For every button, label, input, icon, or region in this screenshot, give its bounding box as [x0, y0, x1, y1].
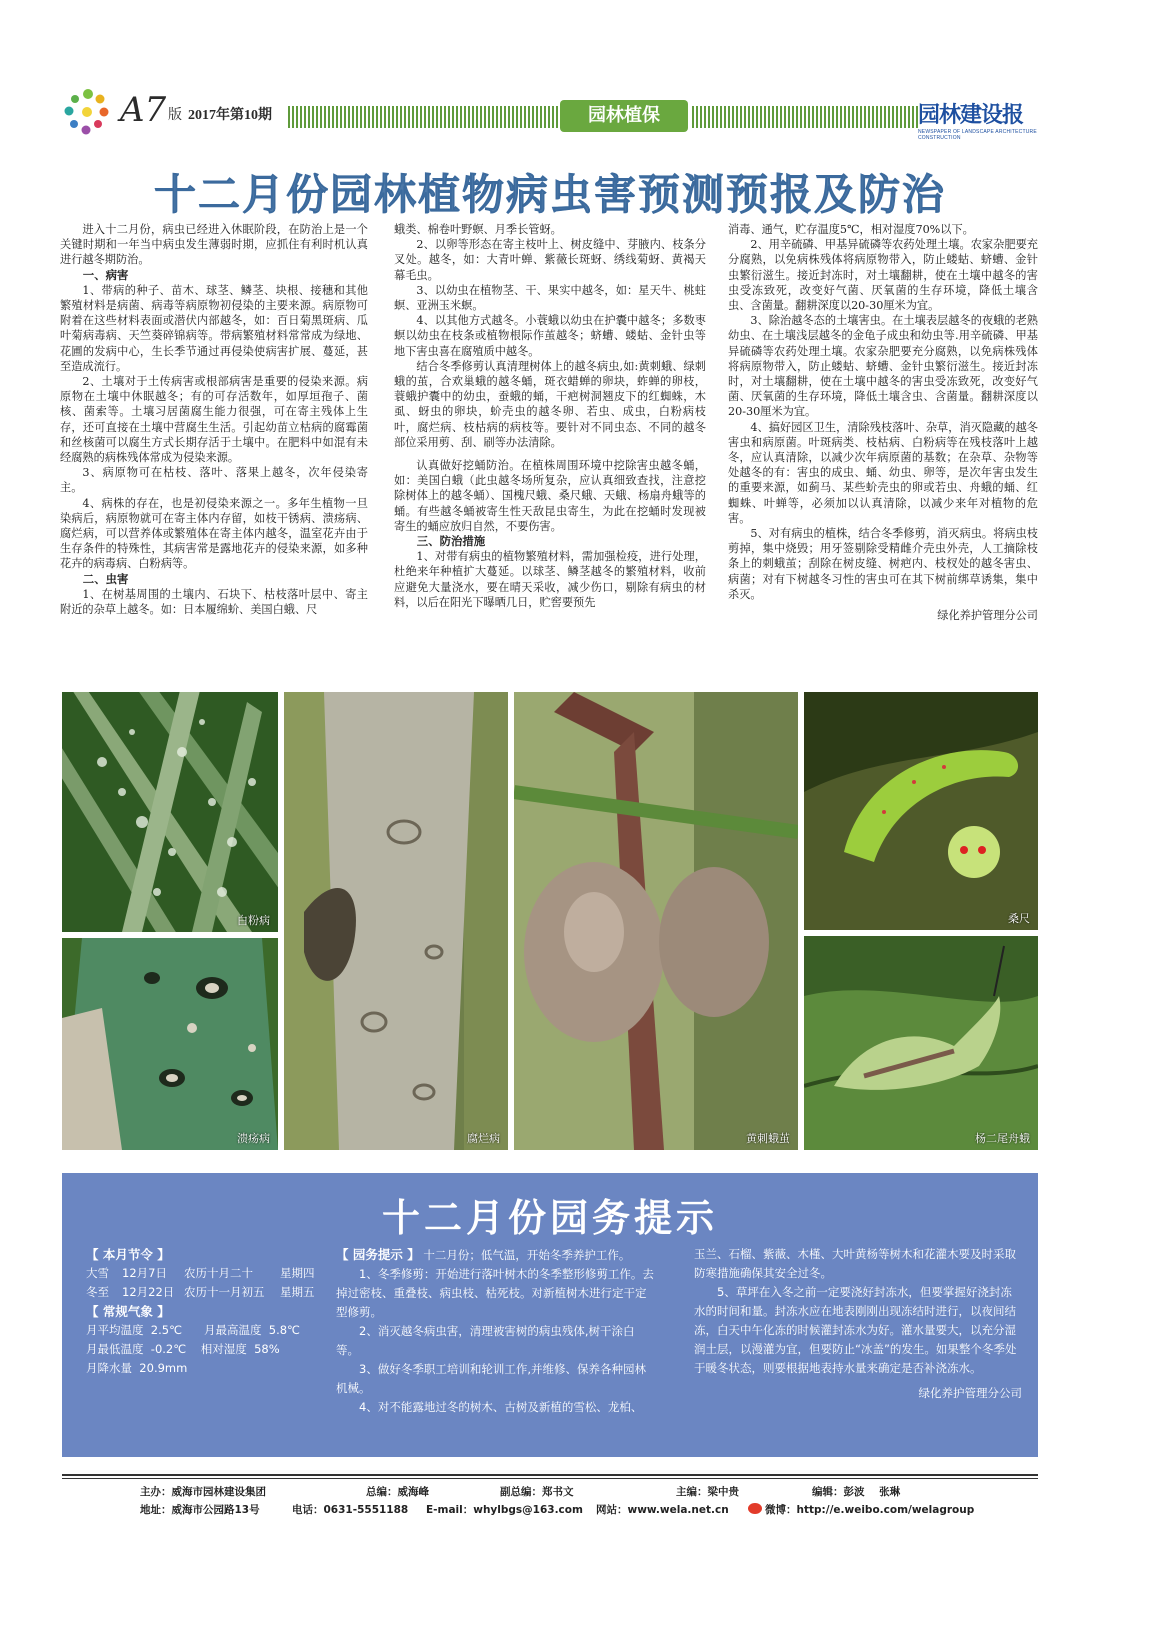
article-paragraph: 4、以其他方式越冬。小蓑蛾以幼虫在护囊中越冬；多数枣螟以幼虫在枝条或植物根际作茧越冬；蛴螬、蝼蛄、金针虫等地下害虫喜在腐殖质中越冬。: [394, 314, 706, 358]
tips-column-1: [86, 1245, 326, 1378]
article-headline: 十二月份园林植物病虫害预测预报及防治: [153, 170, 946, 219]
article-paragraph: 5、对有病虫的植株，结合冬季修剪，消灭病虫。将病虫枝剪掉，集中烧毁；用牙签剔除受精雌介壳虫外壳，人工摘除枝条上的刺蛾茧；刮除在树皮缝、树疤内、枝杈处的越冬害虫、病菌；对有下树越冬习性的害虫可在其下树前绑草诱集，集中杀灭。: [728, 527, 1038, 601]
article-paragraph: 3、病原物可在枯枝、落叶、落果上越冬，次年侵染寄主。: [60, 466, 368, 495]
article-paragraph: 认真做好挖蛹防治。在植株周围环境中挖除害虫越冬蛹，如：美国白蛾（此虫越冬场所复杂，应认真细致查找，注意挖除树体上的越冬蛹）、国槐尺蛾、桑尺蛾、天蛾、杨扇舟蛾等的蛹。有些越冬蛹被寄生性天敌昆虫寄生，为此在挖蛹时发现被寄生的蛹应放归自然，不要伤害。: [394, 459, 706, 533]
footer-deputy-editor: 副总编：郑书文: [500, 1486, 574, 1498]
article-paragraph: 4、搞好园区卫生，清除残枝落叶、杂草，消灭隐藏的越冬害虫和病原菌。叶斑病类、枝枯病、白粉病等在残枝落叶上越冬，应认真清除，以减少次年病原菌的基数；在杂草、杂物等处越冬的有：害虫的成虫、蛹、幼虫、卵等，是次年害虫发生的重要来源，如蓟马、某些蚧壳虫的卵或若虫、舟蛾的蛹、红蜘蛛、叶蝉等，必须加以认真清除，以减少来年对植物的危害。: [728, 420, 1038, 525]
footer-email: E-mail：whylbgs@163.com: [426, 1504, 583, 1516]
footer-sponsor: 主办：威海市园林建设集团: [140, 1486, 266, 1498]
section-tag: 园林植保: [560, 100, 688, 132]
footer-rule: [62, 1474, 1038, 1476]
footer-editors: 编辑：彭波 张琳: [812, 1486, 901, 1498]
photo-caption-2: 溃疡病: [237, 1132, 270, 1145]
paragraph-spacer: [394, 450, 706, 458]
tips-author: 绿化养护管理分公司: [918, 1386, 1022, 1400]
tips-column-3: [694, 1245, 1022, 1403]
garden-tips-intro: 十二月份；低气温，开始冬季养护工作。: [423, 1248, 631, 1262]
photo-caption-3: 腐烂病: [467, 1132, 500, 1145]
footer-weibo: [748, 1502, 974, 1517]
page-ban-label: 版: [168, 107, 182, 123]
article-paragraph: 4、病株的存在，也是初侵染来源之一。多年生植物一旦染病后，病原物就可在寄主体内存留，如枝干锈病、溃疡病、腐烂病，可以营养体或繁殖体在寄主体内越冬，温室花卉由于生存条件的特殊性，其病害常是露地花卉的侵染来源，如多种花卉的病毒病、白粉病等。: [60, 496, 368, 571]
garden-tip-item: 2、消灭越冬病虫害，清理被害树的病虫残体,树干涂白等。: [336, 1324, 635, 1357]
footer-chief-editor: 总编：威海峰: [366, 1486, 429, 1498]
garden-tip-item: 4、对不能露地过冬的树木、古树及新植的雪松、龙柏、: [359, 1400, 643, 1414]
page-number: A7: [120, 90, 167, 130]
solar-term-row: 冬至 12月22日 农历十一月初五 星期五: [86, 1285, 315, 1299]
photo-mulberry-looper: [804, 692, 1038, 930]
tips-column-2: [336, 1245, 656, 1417]
weather-line: 月降水量 20.9mm: [86, 1361, 188, 1375]
article-paragraph: 3、除治越冬态的土壤害虫。在土壤表层越冬的夜蛾的老熟幼虫、在土壤浅层越冬的金龟子成虫和幼虫等.用辛硫磷、甲基异硫磷等农药处理土壤。农家杂肥要充分腐熟，以免病株残体将病原物带入，防止蝼蛄、蛴螬、金针虫繁衍滋生。接近封冻时，对土壤翻耕，使在土壤中越冬的害虫受冻致死，改变好气菌、厌氧菌的生存环境，降低土壤含虫、含菌量。翻耕深度以20-30厘米为宜。: [728, 314, 1038, 419]
article-paragraph: 2、以卵等形态在寄主枝叶上、树皮缝中、芽腋内、枝条分叉处。越冬，如：大青叶蝉、紫薇长斑蚜、绣线菊蚜、黄褐天幕毛虫。: [394, 238, 706, 282]
photo-rot-disease: [284, 692, 508, 1150]
weather-header: 【 常规气象 】: [86, 1304, 170, 1319]
decor-stripe-left: [288, 106, 558, 128]
section-heading: 二、虫害: [82, 571, 129, 586]
footer-weibo-text: 微博：http://e.weibo.com/welagroup: [765, 1504, 975, 1516]
article-author: 绿化养护管理分公司: [937, 609, 1038, 623]
article-paragraph: 结合冬季修剪认真清理树体上的越冬病虫,如:黄刺蛾、绿刺蛾的茧，合欢巢蛾的越冬蛹，斑衣蜡蝉的卵块，蚱蝉的卵枝，蓑蛾护囊中的幼虫，蚕蛾的蛹，干疤树洞翘皮下的红蜘蛛，木虱、蚜虫的卵块，蚧壳虫的越冬卵、若虫、成虫，白粉病枝叶，腐烂病、枝枯病的病枝等。要针对不同虫态、不同的越冬部位采用剪、刮、刷等办法清除。: [394, 359, 706, 449]
article-column-1: [60, 222, 368, 617]
photo-cocoon: [514, 692, 798, 1150]
article-paragraph: 3、以幼虫在植物茎、干、果实中越冬，如：星天牛、桃蛀螟、亚洲玉米螟。: [394, 283, 706, 313]
garden-tip-item: 1、冬季修剪：开始进行落叶树木的冬季整形修剪工作。去掉过密枝、重叠枝、病虫枝、枯死枝。对新植树木进行定干定型修剪。: [336, 1267, 654, 1319]
masthead: [60, 86, 1040, 146]
garden-tips-box: [62, 1173, 1038, 1457]
issue-label: 2017年第10期: [188, 108, 272, 123]
photo-caption-5: 桑尺: [1008, 912, 1030, 925]
article-paragraph: 进入十二月份，病虫已经进入休眠阶段，在防治上是一个关键时期和一年当中病虫发生薄弱时期，应抓住有利时机认真进行越冬期防治。: [60, 223, 368, 267]
solar-terms-header: 【 本月节令 】: [86, 1247, 170, 1262]
brand-logo: [918, 98, 1040, 141]
article-paragraph: 1、在树基周围的土壤内、石块下、枯枝落叶层中、寄主附近的杂草上越冬。如：日本履绵蚧、美国白蛾、尺: [60, 587, 368, 617]
garden-tip-item: 5、草坪在入冬之前一定要浇好封冻水，但要掌握好浇封冻水的时间和量。封冻水应在地表刚刚出现冻结时进行，以夜间结冻，白天中午化冻的时候灌封冻水为好。灌水量要大，以充分湿润土层，以漫灌为宜，但要防止“冰盖”的发生。如果整个冬季处于暖冬状态，则要根据地表持水量来确定是否补浇冻水。: [694, 1285, 1017, 1375]
garden-tip-item: 3、做好冬季职工培训和轮训工作,并维修、保养各种园林机械。: [336, 1362, 646, 1395]
weather-line: 月平均温度 2.5℃ 月最高温度 5.8℃: [86, 1323, 300, 1337]
photo-caption-6: 杨二尾舟蛾: [975, 1132, 1030, 1145]
footer-rule-thin: [62, 1478, 1038, 1479]
tips-title: 十二月份园务提示: [381, 1196, 718, 1240]
weibo-icon: [748, 1503, 762, 1514]
article-paragraph: 蛾类、棉卷叶野螟、月季长管蚜。: [394, 223, 562, 236]
brand-name: 园林建设报: [918, 103, 1024, 128]
garden-tip-continued: 玉兰、石榴、紫薇、木槿、大叶黄杨等树木和花灌木要及时采取防寒措施确保其安全过冬。: [694, 1247, 1016, 1280]
photo-caption-4: 黄刺蛾茧: [746, 1132, 790, 1145]
photo-caption-1: 白粉病: [237, 914, 270, 927]
footer-editor-in-charge: 主编：梁中贵: [676, 1486, 739, 1498]
article-paragraph: 1、带病的种子、苗木、球茎、鳞茎、块根、接穗和其他繁殖材料是病菌、病毒等病原物初侵染的主要来源。病原物可附着在这些材料表面或潜伏内部越冬，如：百日菊黑斑病、瓜叶菊病毒病、天竺葵碎锦病等。带病繁殖材料常常成为绿地、花圃的发病中心，生长季节通过再侵染使病害扩展、蔓延，甚至造成流行。: [60, 283, 368, 373]
article-column-3: [728, 222, 1038, 623]
footer-address: 地址：威海市公园路13号: [140, 1504, 260, 1516]
photo-powdery-mildew: [62, 692, 278, 932]
section-heading: 三、防治措施: [416, 534, 486, 549]
footer-website: 网站：www.wela.net.cn: [596, 1504, 729, 1516]
photo-poplar-kitten-moth: [804, 936, 1038, 1150]
section-heading: 一、病害: [82, 267, 129, 282]
article-paragraph: 2、用辛硫磷、甲基异硫磷等农药处理土壤。农家杂肥要充分腐熟，以免病株残体将病原物带入，防止蝼蛄、蛴螬、金针虫繁衍滋生。接近封冻时，对土壤翻耕，使在土壤中越冬的害虫受冻致死，改变好气菌、厌氧菌的生存环境，降低土壤含虫、含菌量。翻耕深度以20-30厘米为宜。: [728, 238, 1038, 313]
weather-line: 月最低温度 -0.2℃ 相对湿度 58%: [86, 1342, 280, 1356]
brand-subtitle: NEWSPAPER OF LANDSCAPE ARCHITECTURE CONSTRUCTION: [918, 129, 1037, 141]
solar-term-row: 大雪 12月7日 农历十月二十 星期四: [86, 1266, 315, 1280]
article-paragraph: 消毒、通气，贮存温度5℃，相对湿度70%以下。: [728, 223, 974, 236]
photo-canker: [62, 938, 278, 1150]
article-paragraph: 1、对带有病虫的植物繁殖材料，需加强检疫，进行处理，杜绝来年种植扩大蔓延。以球茎、鳞茎越冬的繁殖材料，收前应避免大量浇水，要在晴天采收，减少伤口，剔除有病虫的材料，以后在阳光下曝晒几日，贮窖要预先: [394, 550, 706, 609]
garden-tips-header: 【 园务提示 】: [336, 1247, 420, 1262]
flower-logo-icon: [60, 86, 116, 138]
article-column-2: [394, 222, 706, 610]
article-paragraph: 2、土壤对于土传病害或根部病害是重要的侵染来源。病原物在土壤中休眠越冬；有的可存活数年，如厚垣孢子、菌核、菌索等。土壤习居菌腐生能力很强，可在寄主残体上生存，还可直接在土壤中营腐生生活。引起幼苗立枯病的腐霉菌和丝核菌可以腐生方式长期存活于土壤中。在肥料中如混有未经腐熟的病株残体常成为侵染来源。: [60, 375, 368, 465]
footer-phone: 电话：0631-5551188: [292, 1504, 409, 1516]
